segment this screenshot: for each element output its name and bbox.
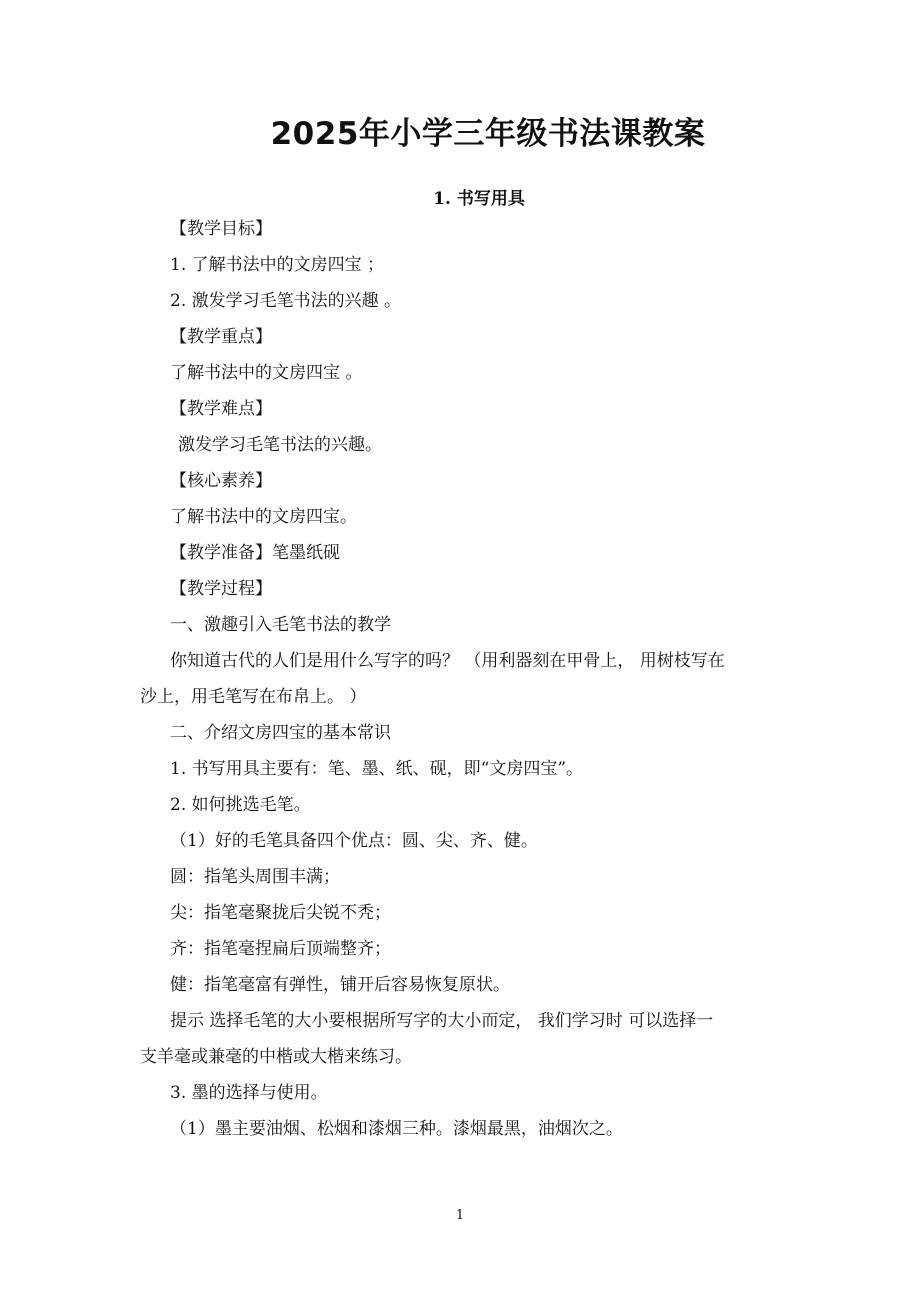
heading-teaching-process: 【教学过程】 [170, 579, 272, 599]
paragraph-line: 齐：指笔毫捏扁后顶端整齐； [170, 939, 391, 959]
document-title: 2025年小学三年级书法课教案 [270, 116, 706, 152]
section-heading: 1. 书写用具 [433, 189, 525, 209]
goal-item-1: 1. 了解书法中的文房四宝 ； [170, 255, 385, 275]
page-number: 1 [455, 1208, 465, 1223]
paragraph-line: 3. 墨的选择与使用。 [170, 1083, 328, 1103]
paragraph-line: （1）墨主要油烟、松烟和漆烟三种。漆烟最黑，油烟次之。 [170, 1119, 623, 1139]
heading-key-points: 【教学重点】 [170, 327, 272, 347]
paragraph-line: 沙上，用毛笔写在布帛上。 ） [140, 687, 367, 707]
paragraph-line: 你知道古代的人们是用什么写字的吗？ （用利器刻在甲骨上， 用树枝写在 [170, 651, 725, 671]
paragraph-line: 健：指笔毫富有弹性，铺开后容易恢复原状。 [170, 975, 510, 995]
difficulty-text: 激发学习毛笔书法的兴趣。 [178, 435, 382, 455]
paragraph-line: 圆：指笔头周围丰满； [170, 867, 340, 887]
heading-difficulties: 【教学难点】 [170, 399, 272, 419]
process-step-2-heading: 二、介绍文房四宝的基本常识 [170, 723, 391, 743]
heading-core-literacy: 【核心素养】 [170, 471, 272, 491]
key-point-text: 了解书法中的文房四宝 。 [170, 363, 363, 383]
process-step-1-heading: 一、激趣引入毛笔书法的教学 [170, 615, 391, 635]
goal-item-2: 2. 激发学习毛笔书法的兴趣 。 [170, 291, 402, 311]
heading-teaching-goals: 【教学目标】 [170, 219, 272, 239]
paragraph-line: 尖：指笔毫聚拢后尖锐不秃； [170, 903, 391, 923]
paragraph-line: 2. 如何挑选毛笔。 [170, 795, 311, 815]
tip-paragraph-line: 支羊毫或兼毫的中楷或大楷来练习。 [140, 1047, 412, 1067]
teaching-preparation: 【教学准备】笔墨纸砚 [170, 543, 340, 563]
paragraph-line: 1. 书写用具主要有：笔、墨、纸、砚，即“文房四宝”。 [170, 759, 584, 779]
core-literacy-text: 了解书法中的文房四宝。 [170, 507, 357, 527]
paragraph-line: （1）好的毛笔具备四个优点：圆、尖、齐、健。 [170, 831, 538, 851]
tip-paragraph-line: 提示 选择毛笔的大小要根据所写字的大小而定， 我们学习时 可以选择一 [170, 1011, 714, 1031]
